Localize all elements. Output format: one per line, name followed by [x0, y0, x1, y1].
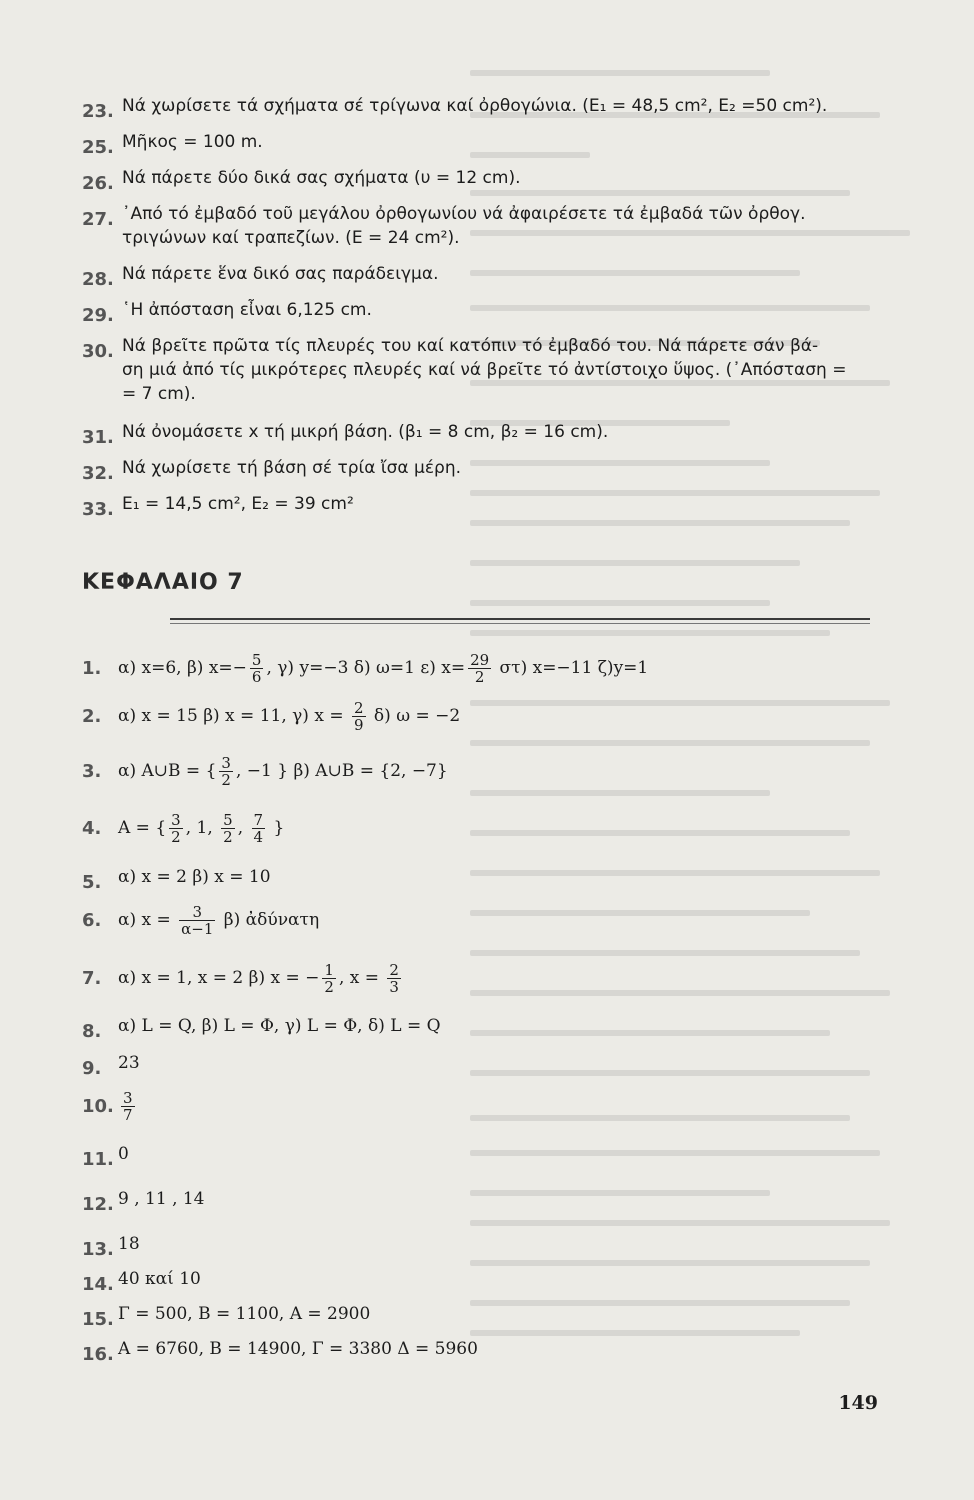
- answer-9: 9. 23: [82, 1053, 140, 1079]
- answer-8: 8. α) L = Q, β) L = Φ, γ) L = Φ, δ) L = Q: [82, 1016, 441, 1042]
- answer-3: 3. α) A∪B = { $\frac{3}{2}$ , −1 } β) A∪B = {2, −7}: [82, 754, 448, 789]
- fraction: $\frac{29}{2}$: [470, 651, 490, 686]
- answer-2: 2. α) x = 15 β) x = 11, γ) x = $\frac{2}{9}$ δ) ω = −2: [82, 699, 461, 734]
- fraction: $\frac{1}{2}$: [324, 961, 334, 996]
- exercise-27-continuation: τριγώνων καί τραπεζίων. (E = 24 cm²).: [122, 228, 460, 248]
- fraction: $\frac{3}{7}$: [123, 1089, 133, 1124]
- answer-11: 11. 0: [82, 1144, 129, 1170]
- fraction: $\frac{2}{9}$: [353, 699, 364, 734]
- page-number: 149: [838, 1392, 878, 1414]
- exercise-28: 28. Νά πάρετε ἕνα δικό σας παράδειγμα.: [82, 264, 439, 290]
- exercise-23: 23. Νά χωρίσετε τά σχήματα σέ τρίγωνα καί ὀρθογώνια. (E₁ = 48,5 cm², E₂ =50 cm²).: [82, 96, 828, 122]
- exercise-25: 25. Μῆκος = 100 m.: [82, 132, 263, 158]
- fraction: $\frac{7}{4}$: [253, 811, 264, 846]
- exercise-30-continuation-2: = 7 cm).: [122, 384, 196, 404]
- exercise-32: 32. Νά χωρίσετε τή βάση σέ τρία ἴσα μέρη.: [82, 458, 462, 484]
- fraction: $\frac{2}{3}$: [389, 961, 399, 996]
- chapter-heading: ΚΕΦΑΛΑΙΟ 7: [82, 570, 244, 595]
- fraction: $\frac{5}{6}$: [251, 651, 262, 686]
- answer-7: 7. α) x = 1, x = 2 β) x = − $\frac{1}{2}$ , x = $\frac{2}{3}$: [82, 961, 399, 996]
- answer-6: 6. α) x = $\frac{3}{\alpha-1}$ β) ἀδύνατη: [82, 903, 320, 938]
- answer-10: 10. $\frac{3}{7}$: [82, 1089, 133, 1124]
- exercise-26: 26. Νά πάρετε δύο δικά σας σχήματα (υ = 12 cm).: [82, 168, 521, 194]
- answer-13: 13. 18: [82, 1234, 140, 1260]
- answer-4: 4. A = { $\frac{3}{2}$ , 1, $\frac{5}{2}$ , $\frac{7}{4}$ }: [82, 811, 285, 846]
- fraction: $\frac{3}{2}$: [221, 754, 231, 789]
- exercise-29: 29. ῾Η ἀπόσταση εἶναι 6,125 cm.: [82, 300, 372, 326]
- heading-rule: [170, 618, 870, 620]
- answer-12: 12. 9 , 11 , 14: [82, 1189, 205, 1215]
- heading-rule-thin: [170, 623, 870, 624]
- answer-16: 16. A = 6760, B = 14900, Γ = 3380 Δ = 5960: [82, 1339, 478, 1365]
- answer-14: 14. 40 καί 10: [82, 1269, 201, 1295]
- fraction: $\frac{5}{2}$: [223, 811, 233, 846]
- exercise-31: 31. Νά ὀνομάσετε x τή μικρή βάση. (β₁ = 8 cm, β₂ = 16 cm).: [82, 422, 609, 448]
- fraction: $\frac{3}{\alpha-1}$: [181, 903, 214, 938]
- fraction: $\frac{3}{2}$: [171, 811, 181, 846]
- exercise-33: 33. E₁ = 14,5 cm², E₂ = 39 cm²: [82, 494, 354, 520]
- answer-15: 15. Γ = 500, B = 1100, A = 2900: [82, 1304, 371, 1330]
- answer-5: 5. α) x = 2 β) x = 10: [82, 867, 271, 893]
- answer-1: 1. α) x=6, β) x=− $\frac{5}{6}$ , γ) y=−3 δ) ω=1 ε) x= $\frac{29}{2}$ στ) x=−11 ζ)y=1: [82, 651, 649, 686]
- exercise-30: 30. Νά βρεῖτε πρῶτα τίς πλευρές του καί κατόπιν τό ἐμβαδό του. Νά πάρετε σάν βά-: [82, 336, 819, 362]
- exercise-30-continuation: ση μιά ἀπό τίς μικρότερες πλευρές καί νά βρεῖτε τό ἀντίστοιχο ὕψος. (᾿Απόσταση =: [122, 360, 847, 380]
- exercise-27: 27. ᾿Από τό ἐμβαδό τοῦ μεγάλου ὀρθογωνίου νά ἀφαιρέσετε τά ἐμβαδά τῶν ὀρθογ.: [82, 204, 806, 230]
